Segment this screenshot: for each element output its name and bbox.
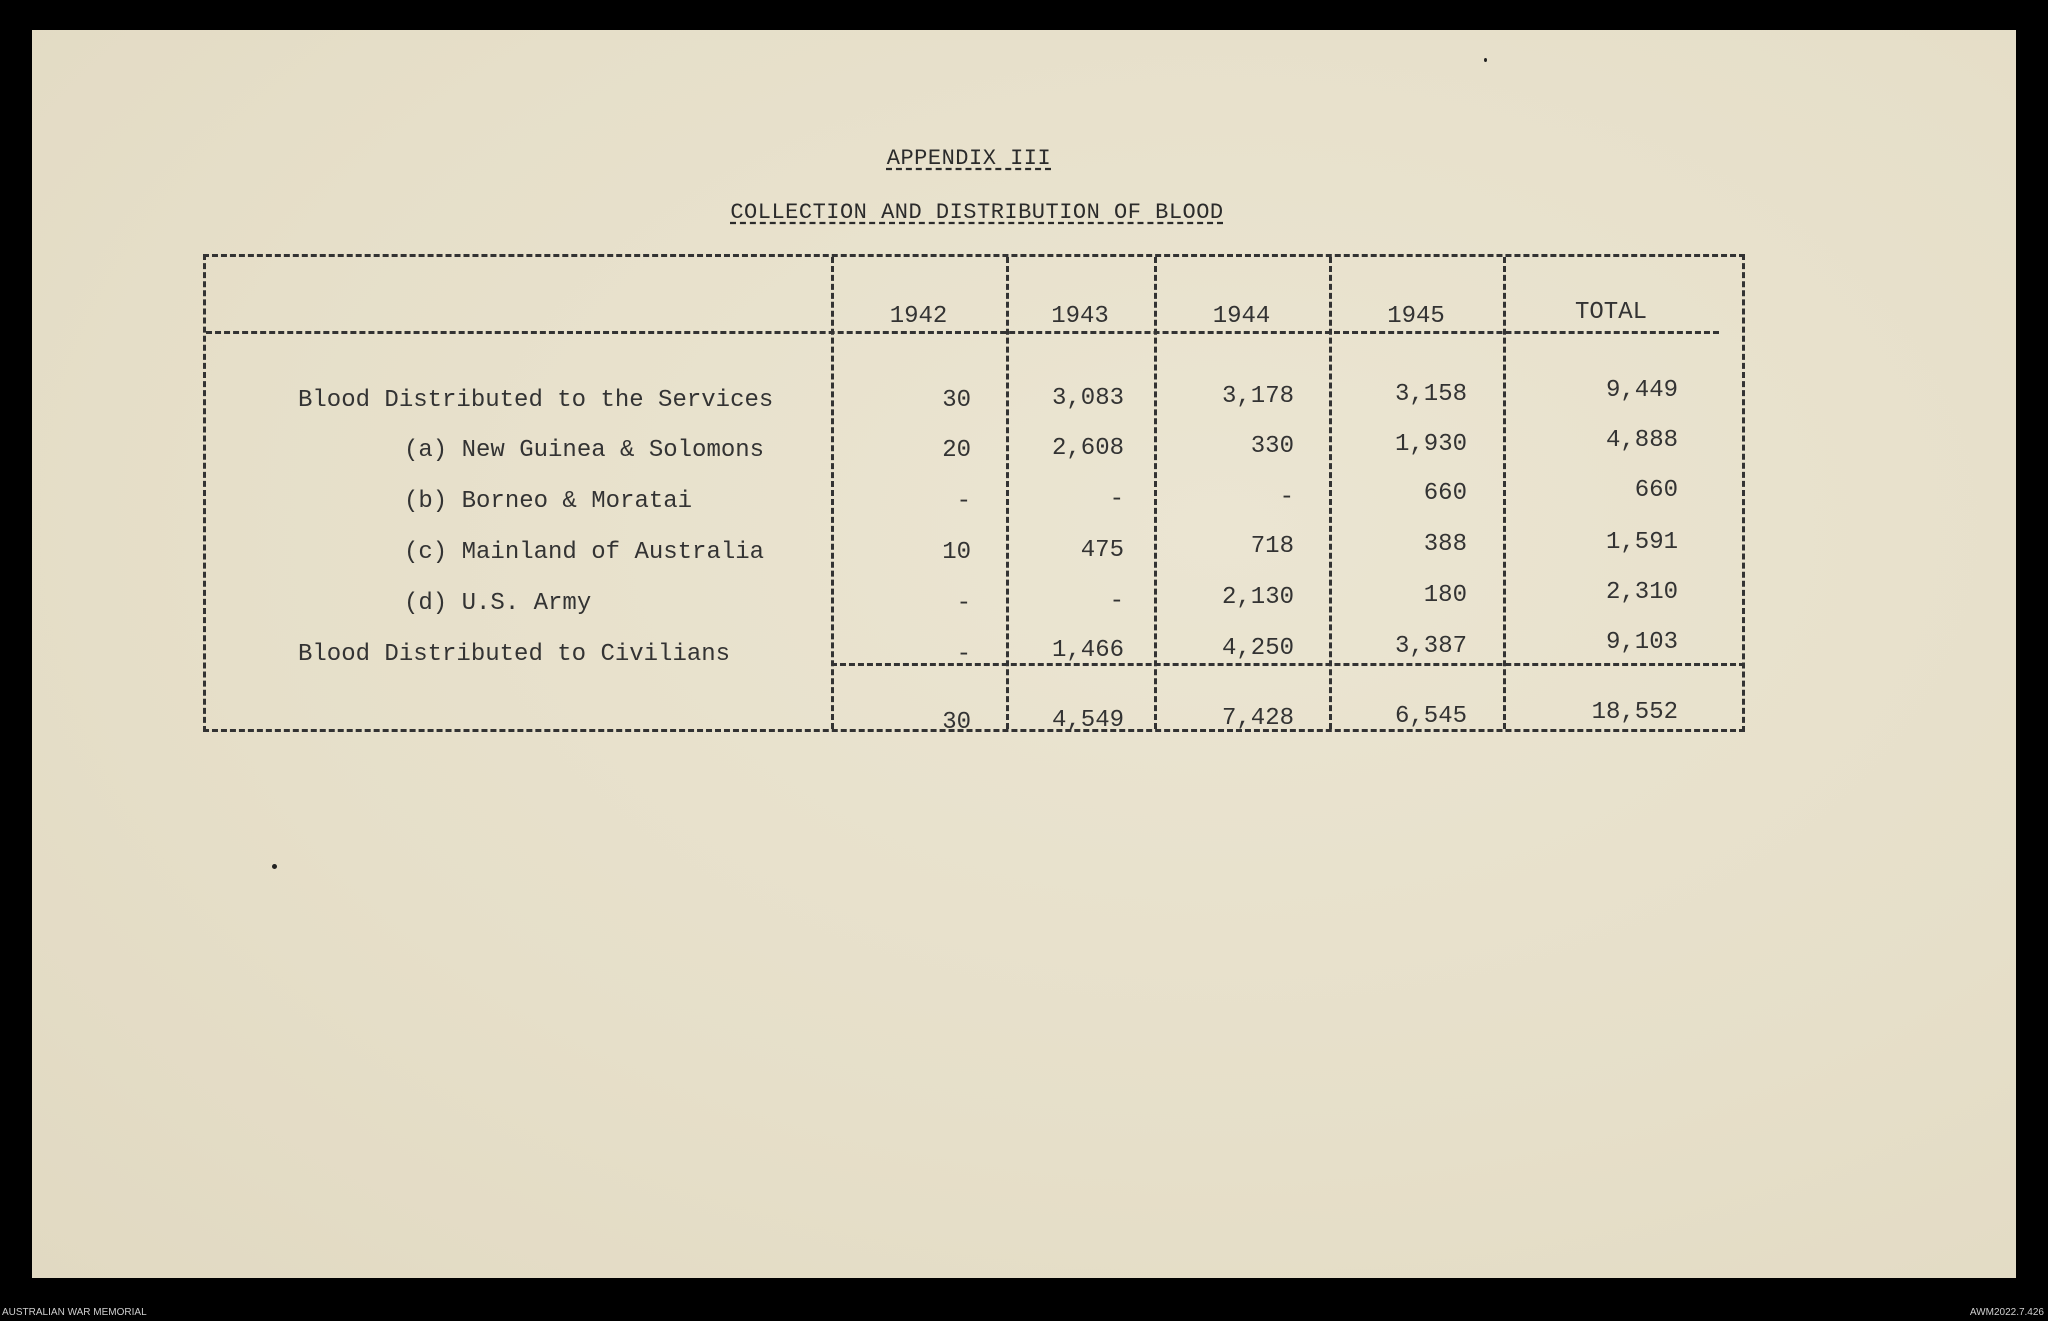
archive-credit: AUSTRALIAN WAR MEMORIAL	[2, 1307, 147, 1318]
value-1943: 1,466	[1051, 637, 1124, 664]
appendix-heading	[0, 146, 1961, 171]
value-1942: 20	[942, 437, 971, 464]
total-1945: 6,545	[1394, 703, 1467, 730]
row-label: Blood Distributed to the Services	[298, 387, 774, 414]
header-total: TOTAL	[1574, 299, 1647, 326]
total-1943: 4,549	[1051, 707, 1124, 734]
header-rule	[206, 331, 1719, 334]
value-1945: 3,158	[1394, 381, 1467, 408]
value-1943: 2,608	[1051, 435, 1124, 462]
row-label: Blood Distributed to Civilians	[298, 641, 731, 668]
value-1943: -	[1109, 588, 1124, 615]
value-1944: 330	[1250, 433, 1294, 460]
header-1942: 1942	[889, 303, 948, 330]
value-1942: 30	[942, 387, 971, 414]
document-title	[0, 200, 1969, 225]
row-label: (b) Borneo & Moratai	[404, 488, 693, 515]
value-total: 9,103	[1605, 629, 1678, 656]
total-grand: 18,552	[1591, 699, 1678, 726]
value-1943: 3,083	[1051, 385, 1124, 412]
value-1945: 3,387	[1394, 633, 1467, 660]
value-1945: 660	[1423, 480, 1467, 507]
value-total: 1,591	[1605, 529, 1678, 556]
header-1945: 1945	[1387, 303, 1445, 330]
total-1944: 7,428	[1221, 705, 1294, 732]
value-total: 4,888	[1605, 427, 1678, 454]
value-1945: 180	[1423, 582, 1467, 609]
row-label: (c) Mainland of Australia	[404, 539, 765, 566]
archive-reference: AWM2022.7.426	[1969, 1307, 2044, 1318]
appendix-label: APPENDIX III	[886, 146, 1052, 171]
value-1942: 10	[942, 539, 971, 566]
value-1944: 3,178	[1221, 383, 1294, 410]
paper-speck	[1484, 58, 1487, 62]
value-total: 9,449	[1605, 377, 1678, 404]
header-1943: 1943	[1051, 303, 1109, 330]
value-1945: 388	[1423, 531, 1467, 558]
title-text: COLLECTION AND DISTRIBUTION OF BLOOD	[730, 200, 1224, 225]
value-1944: -	[1279, 484, 1294, 511]
blood-distribution-table	[203, 254, 1745, 736]
row-label: (a) New Guinea & Solomons	[404, 437, 765, 464]
value-1942: -	[956, 590, 971, 617]
value-1943: 475	[1080, 537, 1124, 564]
value-1942: -	[956, 488, 971, 515]
row-label: (d) U.S. Army	[404, 590, 592, 617]
paper-speck	[272, 864, 277, 869]
value-total: 2,310	[1605, 579, 1678, 606]
value-1944: 2,130	[1221, 584, 1294, 611]
value-1944: 718	[1250, 533, 1294, 560]
value-1942: -	[956, 641, 971, 668]
header-1944: 1944	[1212, 303, 1271, 330]
total-1942: 30	[942, 709, 971, 736]
value-total: 660	[1634, 477, 1678, 504]
value-1944: 4,250	[1221, 635, 1294, 662]
value-1945: 1,930	[1394, 431, 1467, 458]
value-1943: -	[1109, 486, 1124, 513]
document-page	[32, 30, 2016, 1278]
